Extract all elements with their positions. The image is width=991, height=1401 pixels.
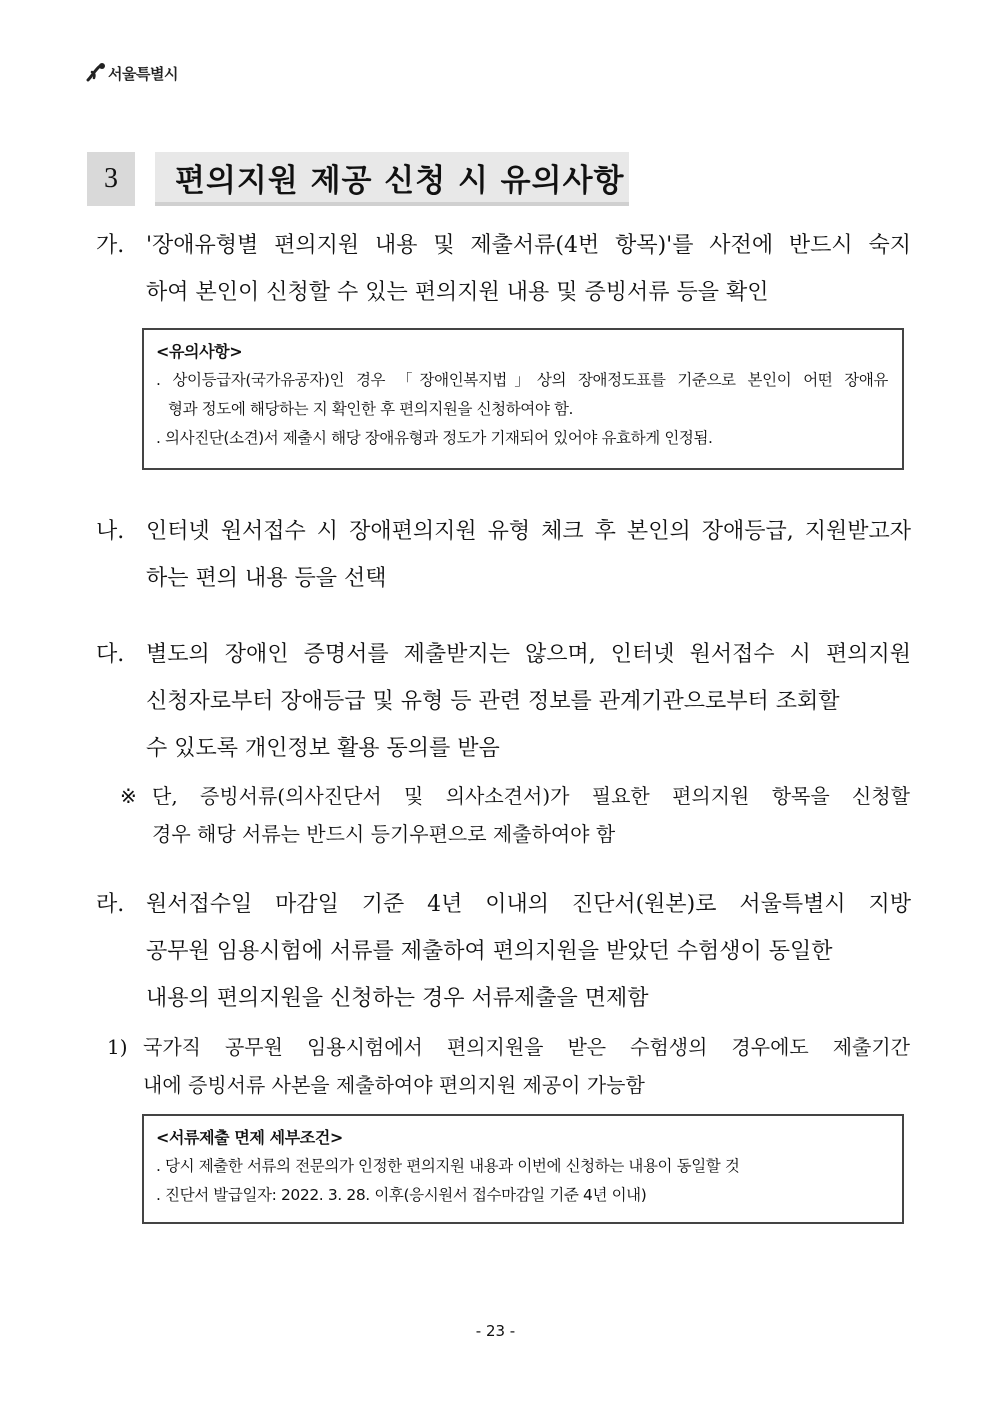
exemption-line: . 당시 제출한 서류의 전문의가 인정한 편의지원 내용과 이번에 신청하는 내용이 동일할 것 xyxy=(156,1157,740,1175)
section-number: 3 xyxy=(87,152,135,206)
item-text-line: '장애유형별 편의지원 내용 및 제출서류(4번 항목)'를 사전에 반드시 숙지 xyxy=(146,233,911,258)
item-text-line: 수 있도록 개인정보 활용 동의를 받음 xyxy=(146,736,500,761)
caution-box-title: <유의사항> xyxy=(156,342,243,361)
section-title-box xyxy=(155,152,629,206)
seoul-logo xyxy=(86,62,178,84)
item-ga xyxy=(96,222,911,316)
item-text-line: 인터넷 원서접수 시 장애편의지원 유형 체크 후 본인의 장애등급, 지원받고자 xyxy=(146,519,911,544)
item-marker: 가. xyxy=(96,233,125,258)
item-text-line: 하여 본인이 신청할 수 있는 편의지원 내용 및 증빙서류 등을 확인 xyxy=(146,280,769,305)
note-da xyxy=(120,777,910,853)
subitem-ra-1 xyxy=(107,1028,910,1104)
caution-box xyxy=(142,328,904,470)
exemption-box-title: <서류제출 면제 세부조건> xyxy=(156,1128,343,1147)
logo-text: 서울특별시 xyxy=(108,64,178,83)
subitem-text-line: 내에 증빙서류 사본을 제출하여야 편의지원 제공이 가능함 xyxy=(143,1073,645,1097)
section-header xyxy=(87,152,629,206)
item-text-line: 하는 편의 내용 등을 선택 xyxy=(146,566,387,591)
item-na xyxy=(96,508,911,602)
subitem-marker: 1) xyxy=(107,1035,128,1059)
item-text-line: 공무원 임용시험에 서류를 제출하여 편의지원을 받았던 수험생이 동일한 xyxy=(146,939,833,964)
item-da xyxy=(96,631,911,772)
item-text-line: 원서접수일 마감일 기준 4년 이내의 진단서(원본)로 서울특별시 지방 xyxy=(146,892,911,917)
note-text-line: 경우 해당 서류는 반드시 등기우편으로 제출하여야 함 xyxy=(152,822,616,846)
item-text-line: 내용의 편의지원을 신청하는 경우 서류제출을 면제함 xyxy=(146,986,649,1011)
subitem-text-line: 국가직 공무원 임용시험에서 편의지원을 받은 수험생의 경우에도 제출기간 xyxy=(143,1035,910,1059)
caution-line: . 의사진단(소견)서 제출시 해당 장애유형과 정도가 기재되어 있어야 유효하게 인정됨. xyxy=(156,429,713,447)
item-marker: 다. xyxy=(96,642,125,667)
item-marker: 라. xyxy=(96,892,125,917)
caution-line: . 상이등급자(국가유공자)인 경우 「장애인복지법」상의 장애정도표를 기준으로 본인이 어떤 장애유 xyxy=(156,371,888,389)
page-number: - 23 - xyxy=(475,1322,516,1340)
exemption-box xyxy=(142,1114,904,1224)
note-text-line: 단, 증빙서류(의사진단서 및 의사소견서)가 필요한 편의지원 항목을 신청할 xyxy=(152,784,910,808)
item-text-line: 별도의 장애인 증명서를 제출받지는 않으며, 인터넷 원서접수 시 편의지원 xyxy=(146,642,911,667)
section-title: 편의지원 제공 신청 시 유의사항 xyxy=(175,162,625,199)
note-marker: ※ xyxy=(120,784,137,808)
caution-line: 형과 정도에 해당하는 지 확인한 후 편의지원을 신청하여야 함. xyxy=(168,400,574,418)
seoul-logo-icon xyxy=(86,62,106,84)
item-marker: 나. xyxy=(96,519,125,544)
item-ra xyxy=(96,881,911,1022)
item-text-line: 신청자로부터 장애등급 및 유형 등 관련 정보를 관계기관으로부터 조회할 xyxy=(146,689,840,714)
exemption-line: . 진단서 발급일자: 2022. 3. 28. 이후(응시원서 접수마감일 기준 4년 이내) xyxy=(156,1186,647,1204)
